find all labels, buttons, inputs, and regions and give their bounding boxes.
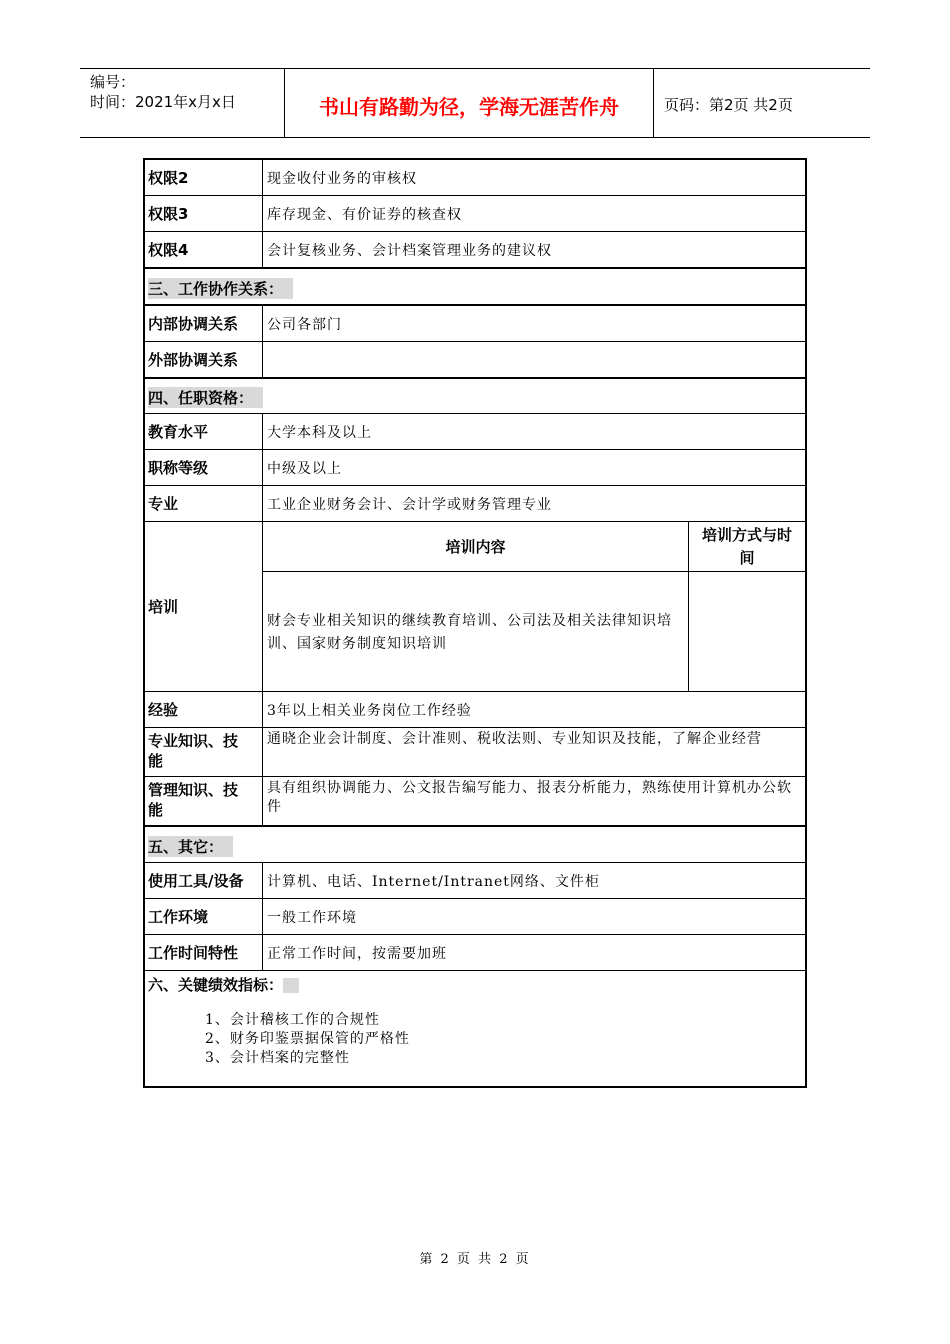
row-value: 现金收付业务的审核权 — [267, 170, 417, 187]
job-description-table — [143, 158, 807, 1088]
row-label: 内部协调关系 — [145, 306, 263, 341]
table-row-work-time — [145, 935, 805, 971]
row-value: 通晓企业会计制度、会计准则、税收法则、专业知识及技能，了解企业经营 — [267, 731, 762, 747]
row-value: 大学本科及以上 — [267, 424, 372, 441]
training-method-header — [689, 522, 805, 572]
header-slogan-cell — [285, 69, 654, 137]
row-label: 工作时间特性 — [145, 935, 263, 970]
row-label: 使用工具/设备 — [145, 863, 263, 898]
row-label — [145, 728, 263, 776]
row-label: 工作环境 — [145, 899, 263, 934]
table-row-training — [145, 522, 805, 692]
page-footer: 第 2 页 共 2 页 — [419, 1252, 531, 1267]
table-row-auth2 — [145, 160, 805, 196]
table-row-tools — [145, 863, 805, 899]
section-title-highlight — [283, 978, 299, 993]
row-value — [263, 342, 805, 377]
row-value: 会计复核业务、会计档案管理业务的建议权 — [267, 242, 552, 259]
table-row-mgmt-skill — [145, 777, 805, 827]
row-label: 权限3 — [145, 196, 263, 231]
section-header-other — [145, 827, 805, 863]
section-title: 三、工作协作关系： — [148, 278, 293, 299]
row-value: 公司各部门 — [267, 316, 342, 333]
row-value: 正常工作时间，按需要加班 — [267, 945, 447, 962]
training-content: 财会专业相关知识的继续教育培训、公司法及相关法律知识培训、国家财务制度知识培训 — [263, 572, 689, 692]
training-content-header: 培训内容 — [263, 522, 689, 572]
row-value: 3年以上相关业务岗位工作经验 — [267, 702, 472, 719]
table-row-environment — [145, 899, 805, 935]
section-title-wrapper — [148, 974, 299, 995]
row-label: 权限2 — [145, 160, 263, 195]
header-meta-cell — [80, 69, 285, 137]
section-title: 六、关键绩效指标： — [148, 976, 284, 994]
training-method — [689, 572, 805, 692]
row-label: 经验 — [145, 692, 263, 727]
row-label: 外部协调关系 — [145, 342, 263, 377]
row-label-line1: 管理知识、技 — [148, 781, 239, 799]
section-title: 五、其它： — [148, 836, 233, 857]
row-value: 工业企业财务会计、会计学或财务管理专业 — [267, 496, 552, 513]
row-label: 权限4 — [145, 232, 263, 267]
table-row-external — [145, 342, 805, 379]
training-method-header-line2: 间 — [739, 549, 755, 567]
row-label-line1: 专业知识、技 — [148, 732, 239, 750]
section-header-qualifications — [145, 379, 805, 414]
document-date: 时间：2021年x月x日 — [90, 93, 236, 111]
header-page-cell — [654, 69, 870, 137]
row-label: 培训 — [145, 522, 263, 691]
row-label: 职称等级 — [145, 450, 263, 485]
section-header-collaboration — [145, 269, 805, 306]
kpi-list — [205, 1011, 410, 1068]
table-row-internal — [145, 306, 805, 342]
row-value: 计算机、电话、Internet/Intranet网络、文件柜 — [267, 873, 600, 890]
row-value: 具有组织协调能力、公文报告编写能力、报表分析能力，熟练使用计算机办公软件 — [267, 780, 792, 815]
list-item: 2、财务印鉴票据保管的严格性 — [205, 1031, 410, 1047]
page-header — [80, 68, 870, 138]
table-row-auth4 — [145, 232, 805, 269]
section-kpi — [145, 971, 805, 1086]
header-slogan: 书山有路勤为径，学海无涯苦作舟 — [319, 95, 619, 119]
table-row-education — [145, 414, 805, 450]
table-row-pro-skill — [145, 728, 805, 777]
training-method-header-line1: 培训方式与时 — [701, 526, 792, 544]
table-row-title-level — [145, 450, 805, 486]
row-value: 库存现金、有价证券的核查权 — [267, 206, 462, 223]
section-title: 四、任职资格： — [148, 387, 263, 408]
row-value: 中级及以上 — [267, 460, 342, 477]
document-number: 编号： — [90, 73, 136, 91]
header-page-number: 页码：第2页 共2页 — [664, 96, 793, 114]
row-value: 一般工作环境 — [267, 909, 357, 926]
row-label — [145, 777, 263, 825]
list-item: 3、会计档案的完整性 — [205, 1050, 350, 1066]
row-label-line2: 能 — [148, 752, 164, 770]
row-label: 教育水平 — [145, 414, 263, 449]
list-item: 1、会计稽核工作的合规性 — [205, 1012, 380, 1028]
table-row-experience — [145, 692, 805, 728]
row-label-line2: 能 — [148, 801, 164, 819]
table-row-auth3 — [145, 196, 805, 232]
row-label: 专业 — [145, 486, 263, 521]
table-row-major — [145, 486, 805, 522]
